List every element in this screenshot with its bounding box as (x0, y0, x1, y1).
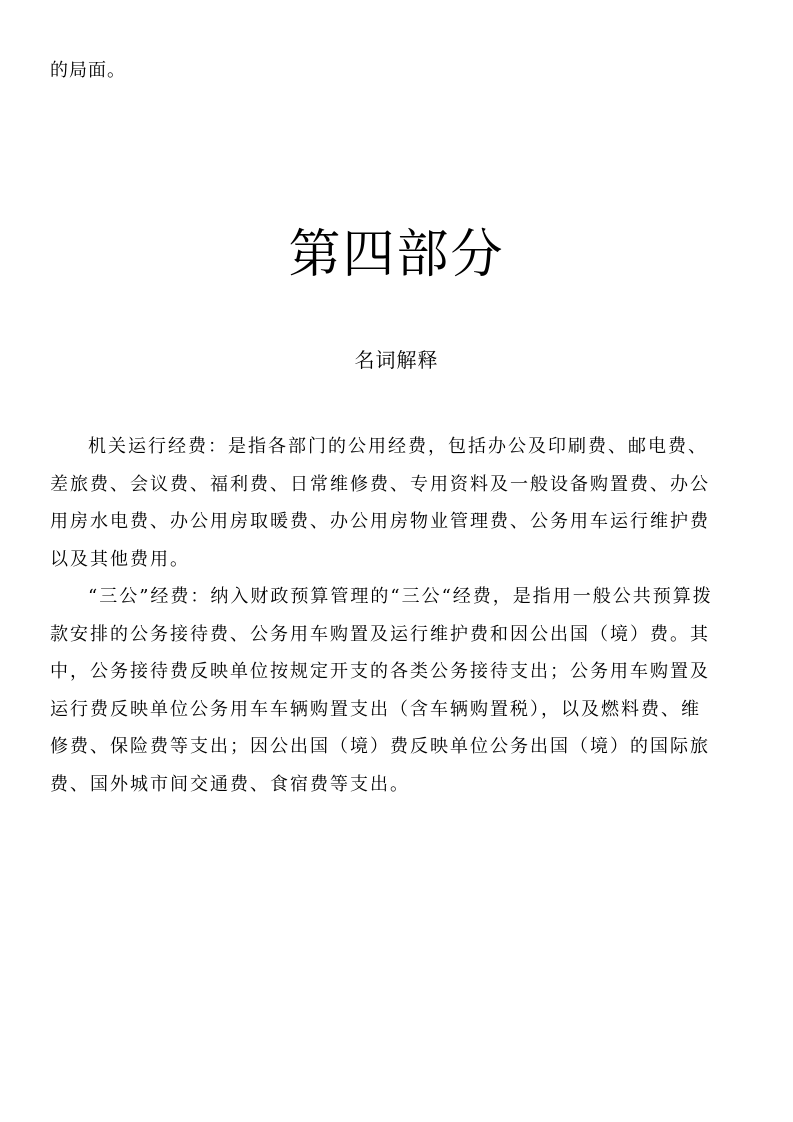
paragraph-line: 运行费反映单位公务用车车辆购置支出（含车辆购置税），以及燃料费、维 (50, 698, 701, 720)
definitions-body (50, 428, 750, 803)
paragraph-line: 用房水电费、办公用房取暖费、办公用房物业管理费、公务用车运行维护费 (50, 511, 710, 532)
paragraph-line: 款安排的公务接待费、公务用车购置及运行维护费和因公出国（境）费。其 (50, 623, 710, 645)
paragraph-line: 费、国外城市间交通费、食宿费等支出。 (50, 773, 410, 795)
paragraph-line: 差旅费、会议费、福利费、日常维修费、专用资料及一般设备购置费、办公 (50, 473, 710, 495)
paragraph-operating-expenses (50, 428, 750, 578)
paragraph-three-public-expenses (50, 578, 750, 803)
carry-over-text: 的局面。 (50, 60, 126, 81)
paragraph-line: 中，公务接待费反映单位按规定开支的各类公务接待支出；公务用车购置及 (50, 661, 710, 682)
paragraph-line: 修费、保险费等支出；因公出国（境）费反映单位公务出国（境）的国际旅 (50, 736, 710, 757)
part-title: 第四部分 (288, 225, 505, 285)
paragraph-line: 机关运行经费：是指各部门的公用经费，包括办公及印刷费、邮电费、 (88, 436, 708, 457)
paragraph-line: “三公”经费：纳入财政预算管理的“三公“经费，是指用一般公共预算拨 (88, 586, 713, 607)
paragraph-line: 以及其他费用。 (50, 548, 190, 570)
section-subtitle: 名词解释 (354, 348, 439, 372)
